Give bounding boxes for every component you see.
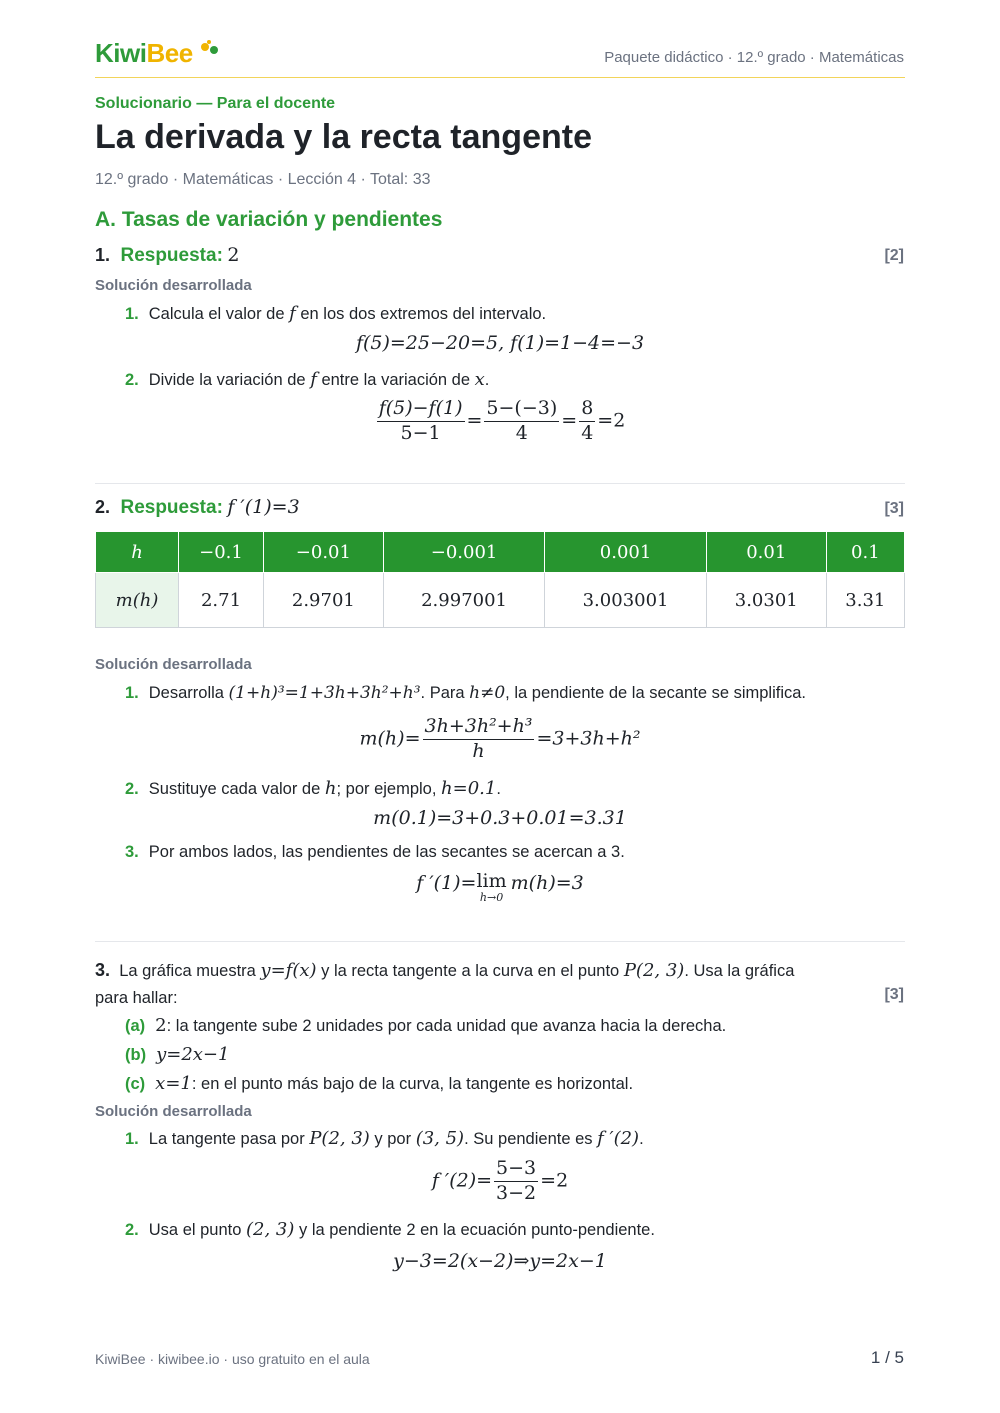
table-cell: 3.31 [826,573,904,628]
solution-label: Solución desarrollada [95,1103,252,1120]
solution-step: 1. Calcula el valor de f en los dos extremos del intervalo. [125,303,547,324]
equation-result: 2 [613,409,626,432]
solution-label: Solución desarrollada [95,656,252,673]
question-number: 1. [95,245,111,265]
kiwibee-logo [95,38,222,69]
answer-value: 2 [227,244,240,266]
solution-step [125,683,806,703]
kicker: Solucionario — Para el docente [95,95,336,112]
answer-part-a [125,1015,726,1036]
step-text: Usa el punto [148,1221,246,1239]
step-text: Desarrolla [148,684,229,702]
equation-fraction [250,716,750,763]
step-text: y la pendiente 2 en la ecuación punto-pendiente. [294,1221,655,1239]
table-header-cell: −0.01 [263,532,383,573]
secant-slope-table [95,531,905,628]
fraction-numerator: 5−3 [494,1158,538,1182]
answer-part-c [125,1073,633,1094]
table-header-cell: −0.1 [179,532,264,573]
question-1-points: [2] [884,247,904,264]
solution-label: Solución desarrollada [95,277,252,294]
inline-math: h=0.1 [441,778,497,799]
step-number: 2. [125,1221,139,1239]
solution-step [125,1219,655,1240]
answer-label: Respuesta: [120,497,223,518]
inline-math: (3, 5) [415,1128,465,1149]
equation: f(5)=25−20=5, f(1)=1−4=−3 [355,332,645,354]
fraction-denominator: h [472,739,485,762]
equation-fraction: $\frac{f(5)-f(1)}{5-1}$ = $\frac{5-(-3)}{4}$ = $\frac{8}{4}$ =2 [378,397,626,444]
equation: m(0.1)=3+0.3+0.01=3.31 [373,807,627,829]
part-value: y=2x−1 [156,1044,230,1065]
equation-right: =3+3h+h² [536,727,641,750]
header-rule [95,77,905,78]
table-cell: 3.0301 [706,573,826,628]
table-cell: 2.71 [179,573,264,628]
question-number: 3. [95,960,111,980]
page-number: 1 / 5 [870,1348,904,1367]
step-text: Calcula el valor de [148,305,290,323]
solution-step: 2. Divide la variación de f entre la variación de x. [125,369,490,390]
question-number: 2. [95,497,111,517]
table-cell: 2.9701 [263,573,383,628]
step-number: 3. [125,843,139,861]
step-text: y por [369,1130,416,1148]
inline-math: P(2, 3) [623,960,685,981]
answer-value: f ′(1)=3 [227,496,300,518]
equation-right: =2 [540,1169,569,1192]
section-heading-a: A. Tasas de variación y pendientes [95,208,443,231]
divider [95,483,905,484]
table-header-cell: h [96,532,179,573]
limit-operator: lim [476,870,507,892]
step-text: Por ambos lados, las pendientes de las secantes se acercan a 3. [148,843,625,861]
question-3-points: [3] [884,986,904,1003]
bee-dots-icon [200,40,222,58]
step-text: Sustituye cada valor de [148,780,325,798]
fraction-numerator: 3h+3h²+h³ [423,716,535,740]
table-header-cell: 0.1 [826,532,904,573]
question-3-prompt [95,957,895,1012]
question-text: . Usa la gráfica [684,962,795,980]
page-title: La derivada y la recta tangente [95,118,592,156]
fraction-numerator: 5−(−3) [484,398,559,422]
step-text: La tangente pasa por [148,1130,310,1148]
table-header-cell: 0.01 [706,532,826,573]
table-cell: 3.003001 [545,573,707,628]
inline-math: (1+h)³=1+3h+3h²+h³ [228,683,421,703]
fraction-numerator: f(5)−f(1) [377,398,465,422]
step-number: 2. [125,371,139,389]
part-value: 2 [155,1015,167,1036]
part-label: (a) [125,1017,146,1035]
solution-step: 2. Sustituye cada valor de h; por ejemplo, h=0.1. [125,778,501,799]
step-number: 1. [125,1130,139,1148]
inline-math: f ′(2) [597,1128,640,1149]
fraction-denominator: 3−2 [496,1181,537,1204]
step-text: en los dos extremos del intervalo. [295,305,547,323]
table-cell: 2.997001 [383,573,545,628]
answer-label: Respuesta: [120,245,223,266]
part-label: (b) [125,1046,147,1064]
fraction-numerator: 8 [579,398,595,422]
answer-part-b [125,1044,229,1065]
part-text: : la tangente sube 2 unidades por cada unidad que avanza hacia la derecha. [166,1017,727,1035]
fraction-denominator: 5−1 [400,421,441,444]
step-text: . Su pendiente es [464,1130,598,1148]
fraction-denominator: 4 [581,421,594,444]
question-2-points: [3] [884,500,904,517]
step-text: entre la variación de [316,371,475,389]
part-text: : en el punto más bajo de la curva, la tangente es horizontal. [191,1075,634,1093]
table-header-cell: −0.001 [383,532,545,573]
inline-math: P(2, 3) [309,1128,370,1149]
table-header-cell: 0.001 [545,532,707,573]
table-row-label: m(h) [96,573,179,628]
step-number: 1. [125,305,139,323]
logo-kiwi: Kiwi [95,38,147,68]
question-text: para hallar: [95,989,178,1007]
step-text: , la pendiente de la secante se simplifica. [505,684,807,702]
step-number: 2. [125,780,139,798]
part-value: x=1 [155,1073,192,1094]
equation-fraction [250,1158,750,1205]
footer-credits: KiwiBee · kiwibee.io · uso gratuito en el aula [95,1351,370,1367]
step-text: . Para [420,684,470,702]
logo-bee: Bee [146,38,193,68]
solution-step [125,843,625,862]
equation-left: f ′(2)= [431,1169,493,1192]
inline-math: y=f(x) [260,960,317,981]
equation-right: m(h)=3 [510,872,584,894]
inline-math: h≠0 [469,683,506,703]
page-meta: 12.º grado · Matemáticas · Lección 4 · Total: 33 [95,171,431,188]
divider [95,941,905,942]
limit-equation [250,872,750,903]
question-2-answer [95,496,300,519]
table-header-row [96,532,905,573]
question-text: y la recta tangente a la curva en el punto [316,962,624,980]
limit-subscript: h→0 [479,890,504,904]
step-text: Divide la variación de [148,371,311,389]
question-text: La gráfica muestra [119,962,261,980]
equation: y−3=2(x−2)⇒y=2x−1 [393,1250,607,1272]
question-1-answer [95,244,239,267]
step-number: 1. [125,684,139,702]
inline-math: (2, 3) [246,1219,295,1240]
header-context: Paquete didáctico · 12.º grado · Matemáticas [604,49,904,66]
step-text: ; por ejemplo, [336,780,442,798]
equation-left: f ′(1)= [416,872,477,894]
fraction-denominator: 4 [515,421,528,444]
solution-step: 1. La tangente pasa por P(2, 3) y por (3, 5). Su pendiente es f ′(2). [125,1128,644,1149]
part-label: (c) [125,1075,146,1093]
table-row [96,573,905,628]
equation-left: m(h)= [359,727,421,750]
